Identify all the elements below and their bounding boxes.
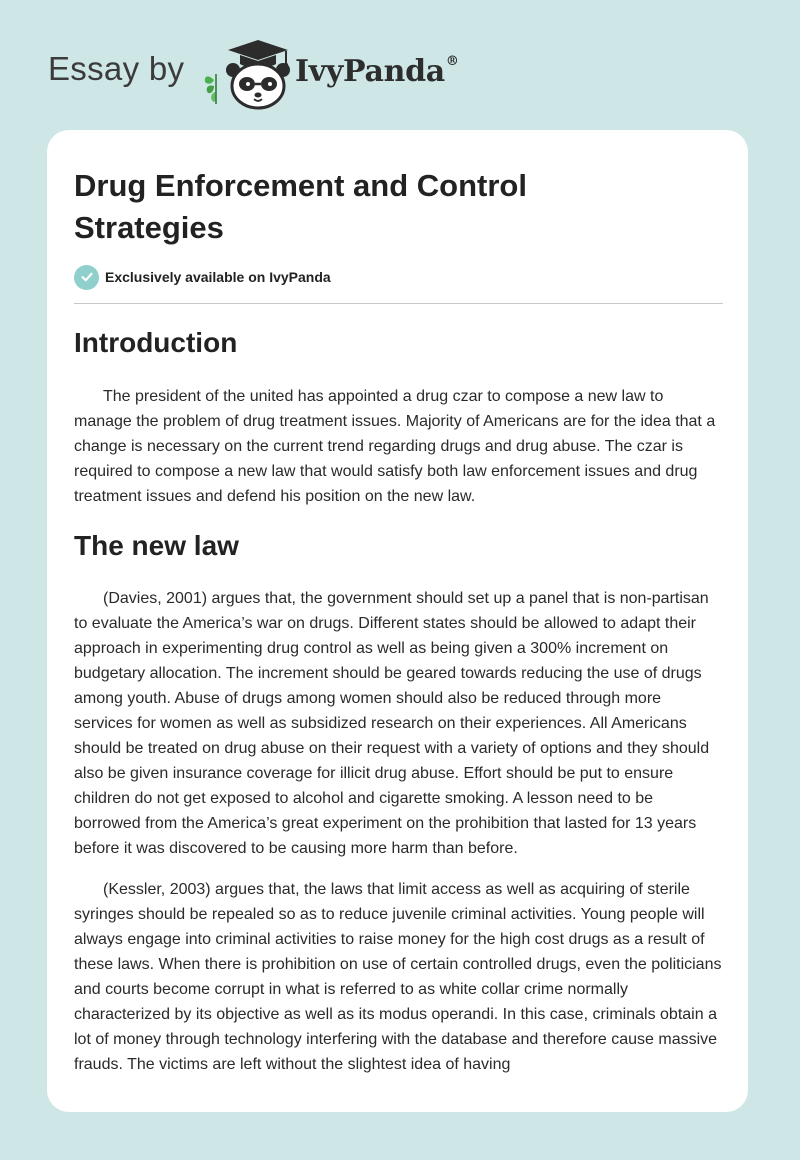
paragraph-new-law-2: (Kessler, 2003) argues that, the laws that limit access as well as acquiring of sterile syringes should be repealed so as to reduce juvenile criminal activities. Young people will always engage into criminal activities to raise money for the high cost drugs as a result of these laws. When there is prohibition on use of certain controlled drugs, even the politicians and courts become corrupt in what is referred to as white collar crime normally characterized by its objective as well as its modus operandi. In this case, criminals obtain a lot of money through technology interfering with the database and therefore cause massive frauds. The victims are left without the slightest idea of having: [74, 881, 722, 1073]
article-card: [47, 130, 748, 1112]
section-heading-new-law: The new law: [74, 530, 239, 561]
exclusive-text: Exclusively available on IvyPanda: [105, 269, 331, 285]
paragraph-introduction-1: The president of the united has appointed a drug czar to compose a new law to manage the problem of drug treatment issues. Majority of Americans are for the idea that a change is necessary on the current trend regarding drugs and drug abuse. The czar is required to compose a new law that would satisfy both law enforcement issues and drug treatment issues and defend his position on the new law.: [74, 388, 716, 505]
section-heading-introduction: Introduction: [74, 327, 238, 358]
page-title: Drug Enforcement and Control Strategies: [74, 168, 527, 245]
essay-by-label: Essay by: [48, 50, 185, 87]
panda-graduate-logo-icon[interactable]: [200, 34, 296, 110]
brand-text: IvyPanda: [295, 54, 445, 89]
paragraph-new-law-1: (Davies, 2001) argues that, the government should set up a panel that is non-partisan to evaluate the America’s war on drugs. Different states should be allowed to adapt their approach in experimenting drug control as well as being given a 300% increment on budgetary allocation. The increment should be geared towards reducing the use of drugs among youth. Abuse of drugs among women should also be reduced through more services for women as well as subsidized research on their experiences. All Americans should be treated on drug abuse on their request with a variety of options and they should also be given insurance coverage for illicit drug abuse. Effort should be put to ensure children do not get exposed to alcohol and cigarette smoking. A lesson need to be borrowed from the America’s great experiment on the prohibition that lasted for 13 years before it was discovered to be causing more harm than before.: [74, 590, 710, 857]
registered-mark: ®: [445, 54, 459, 69]
check-circle-icon: [74, 265, 99, 290]
title-divider: [74, 303, 723, 304]
exclusive-badge: [74, 264, 331, 290]
site-header: [0, 0, 800, 130]
brand-name[interactable]: [295, 54, 459, 89]
